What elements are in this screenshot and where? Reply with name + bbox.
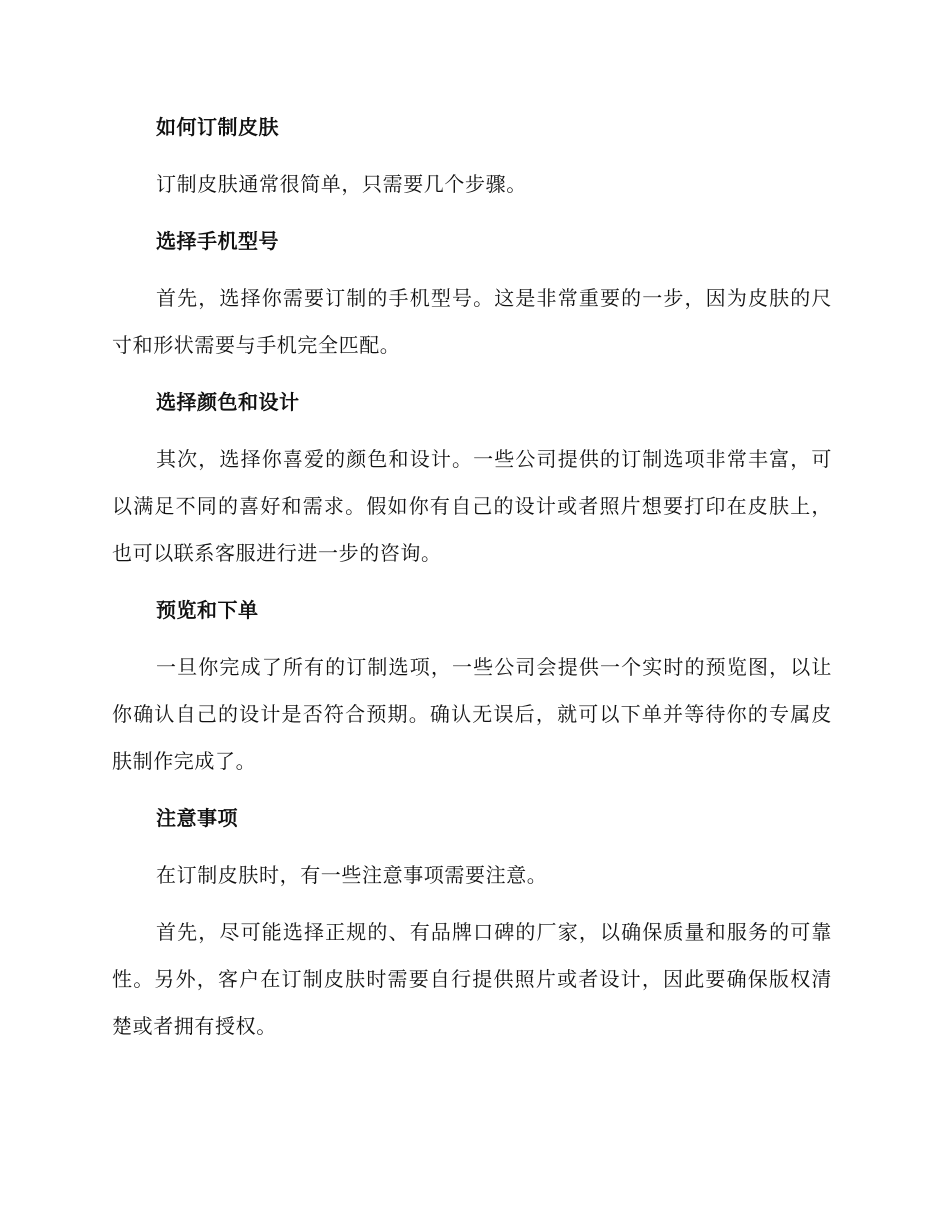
paragraph-intro: 订制皮肤通常很简单，只需要几个步骤。 — [156, 172, 527, 196]
paragraph-phone-model: 首先，选择你需要订制的手机型号。这是非常重要的一步，因为皮肤的尺寸和形状需要与手机完全匹配。 — [112, 286, 832, 357]
paragraph-preview-order: 一旦你完成了所有的订制选项，一些公司会提供一个实时的预览图，以让你确认自己的设计是否符合预期。确认无误后，就可以下单并等待你的专属皮肤制作完成了。 — [112, 655, 832, 773]
document-body — [112, 104, 832, 1060]
section-heading-customize: 如何订制皮肤 — [156, 115, 279, 139]
section-heading-notes: 注意事项 — [156, 806, 238, 830]
paragraph-notes-intro: 在订制皮肤时，有一些注意事项需要注意。 — [156, 863, 548, 887]
section-heading-color-design: 选择颜色和设计 — [156, 390, 300, 414]
paragraph-color-design: 其次，选择你喜爱的颜色和设计。一些公司提供的订制选项非常丰富，可以满足不同的喜好和需求。假如你有自己的设计或者照片想要打印在皮肤上，也可以联系客服进行进一步的咨询。 — [112, 447, 832, 565]
paragraph-notes-detail: 首先，尽可能选择正规的、有品牌口碑的厂家，以确保质量和服务的可靠性。另外，客户在订制皮肤时需要自行提供照片或者设计，因此要确保版权清楚或者拥有授权。 — [112, 920, 832, 1038]
section-heading-preview-order: 预览和下单 — [156, 598, 259, 622]
section-heading-phone-model: 选择手机型号 — [156, 229, 279, 253]
